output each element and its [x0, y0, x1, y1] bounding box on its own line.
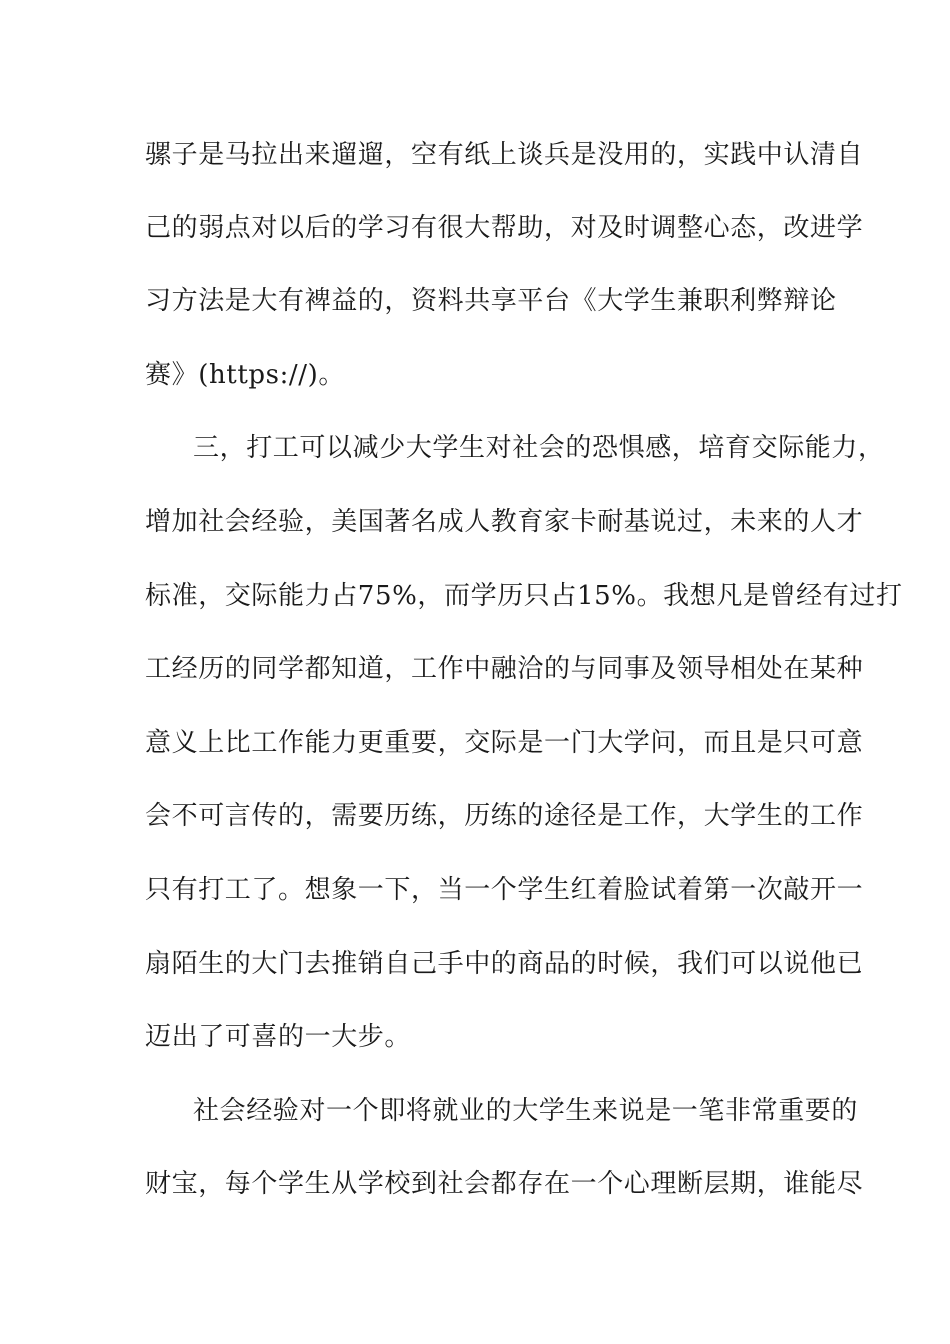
text-line: 财宝，每个学生从学校到社会都存在一个心理断层期，谁能尽 — [145, 1169, 864, 1199]
text-line: 迈出了可喜的一大步。 — [145, 1022, 412, 1052]
text-line: 意义上比工作能力更重要，交际是一门大学问，而且是只可意 — [145, 728, 864, 758]
paragraph-start-line: 社会经验对一个即将就业的大学生来说是一笔非常重要的 — [193, 1096, 859, 1126]
text-line: 只有打工了。想象一下，当一个学生红着脸试着第一次敲开一 — [145, 875, 864, 905]
text-line: 工经历的同学都知道，工作中融洽的与同事及领导相处在某种 — [145, 654, 864, 684]
paragraph-start-line: 三，打工可以减少大学生对社会的恐惧感，培育交际能力， — [193, 433, 885, 463]
text-line: 赛》(https://)。 — [145, 360, 345, 390]
text-line: 己的弱点对以后的学习有很大帮助，对及时调整心态，改进学 — [145, 213, 864, 243]
text-line: 习方法是大有裨益的，资料共享平台《大学生兼职利弊辩论 — [145, 286, 837, 316]
text-line: 标准，交际能力占75%，而学历只占15%。我想凡是曾经有过打 — [145, 581, 903, 611]
text-line: 骡子是马拉出来遛遛，空有纸上谈兵是没用的，实践中认清自 — [145, 140, 864, 170]
text-line: 扇陌生的大门去推销自己手中的商品的时候，我们可以说他已 — [145, 949, 864, 979]
text-line: 增加社会经验，美国著名成人教育家卡耐基说过，未来的人才 — [145, 507, 864, 537]
text-line: 会不可言传的，需要历练，历练的途径是工作，大学生的工作 — [145, 801, 864, 831]
